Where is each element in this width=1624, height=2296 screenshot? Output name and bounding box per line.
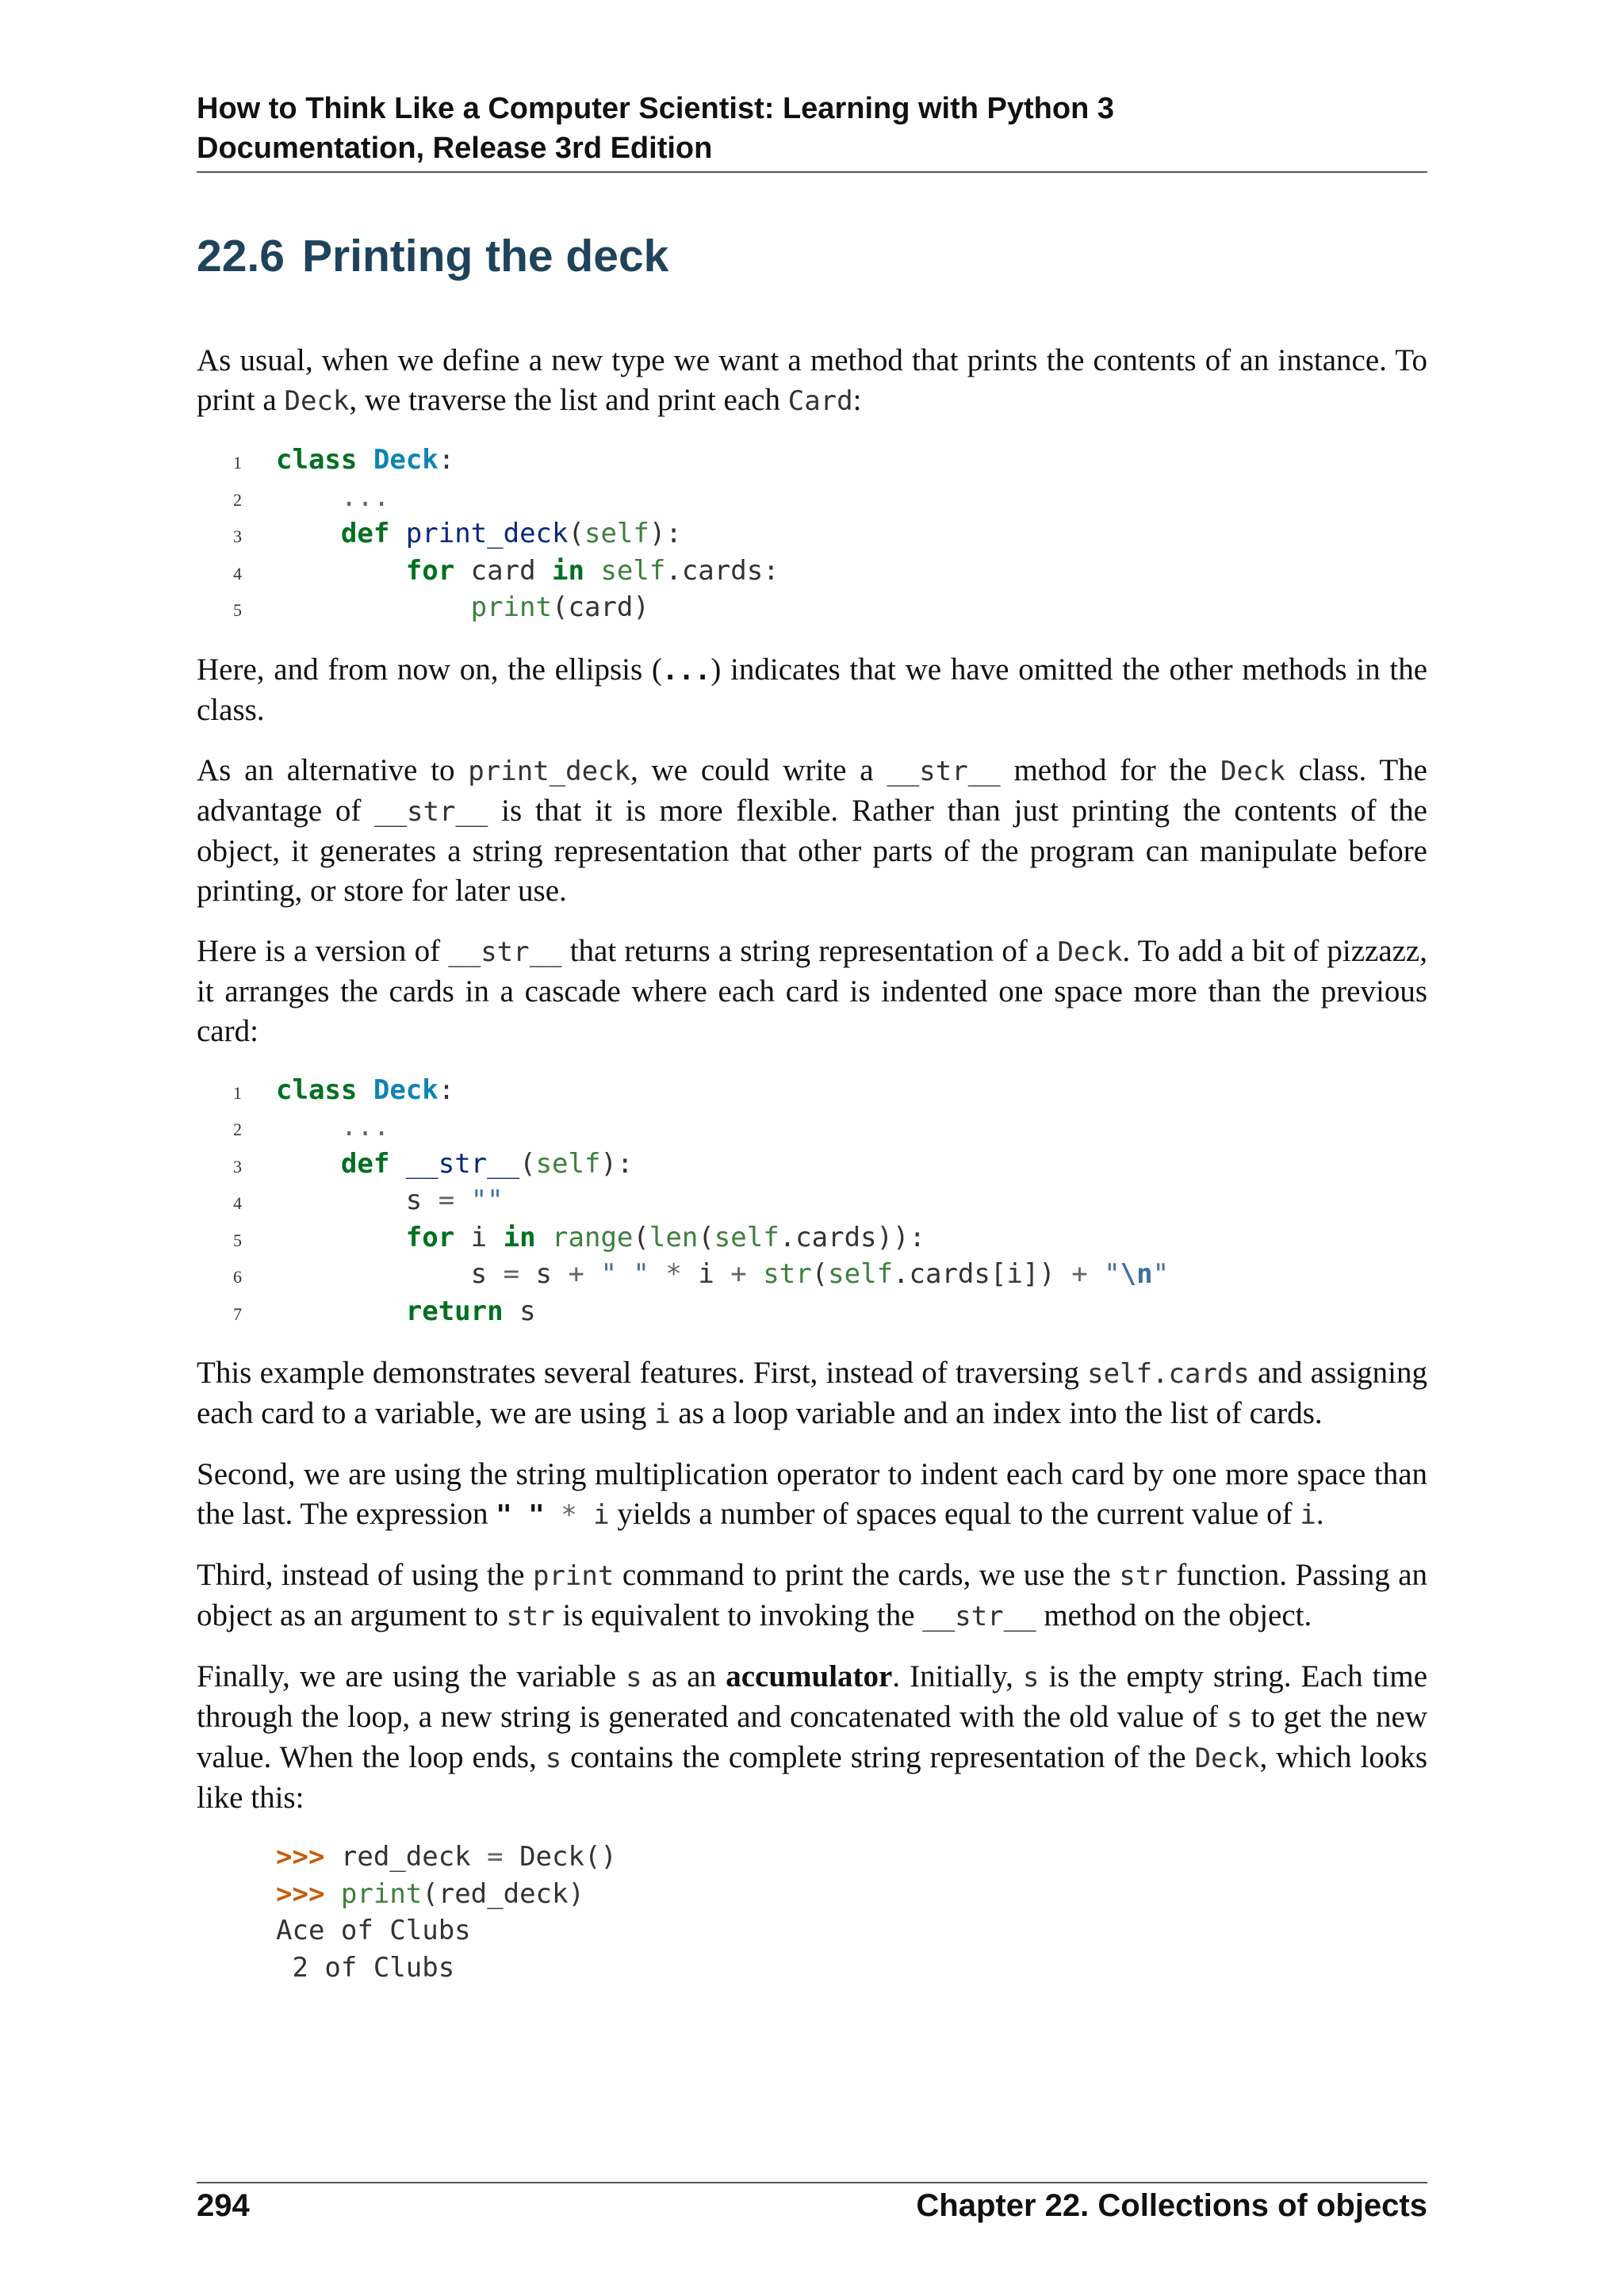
code-line: 3 def print_deck(self): <box>197 515 1427 553</box>
line-number: 4 <box>233 1193 242 1213</box>
section-heading <box>197 230 668 282</box>
term-accumulator: accumulator <box>726 1659 893 1693</box>
section-number: 22.6 <box>197 231 285 281</box>
line-number: 3 <box>233 526 242 546</box>
paragraph-accumulator: Finally, we are using the variable s as an accumulator. Initially, s is the empty string. Each time through the loop, a new string is generated and concatenated with the old value of s to get the new value. When the loop ends, s contains the complete string representation of the Deck, which looks like this: <box>197 1659 1428 1815</box>
paragraph-alternative: As an alternative to print_deck, we could write a __str__ method for the Deck class. The advantage of __str__ is that it is more flexible. Rather than just printing the contents of the object, it generates a string representation that other parts of the program can manipulate before printing, or store for later use. <box>197 752 1427 908</box>
line-number: 2 <box>233 1119 242 1139</box>
header-line-2: Documentation, Release 3rd Edition <box>197 132 713 165</box>
page-footer <box>197 2182 1427 2224</box>
line-number: 5 <box>233 1230 242 1250</box>
console-line: >>> red_deck = Deck() <box>276 1841 617 1873</box>
main-content <box>197 341 1427 2010</box>
code-block-print-deck <box>197 442 1427 626</box>
console-line: >>> print(red_deck) <box>276 1877 584 1910</box>
line-number: 7 <box>233 1303 242 1324</box>
header-line-1: How to Think Like a Computer Scientist: Learning with Python 3 <box>197 92 1114 125</box>
code-line: 5 print(card) <box>197 589 1427 626</box>
page-number: 294 <box>197 2188 250 2223</box>
line-number: 1 <box>233 1082 242 1103</box>
line-number: 1 <box>233 453 242 473</box>
paragraph-multiplication: Second, we are using the string multiplication operator to indent each card by one more space than the last. The expression " " * i yields a number of spaces equal to the current value of i. <box>197 1457 1427 1531</box>
code-block-str-method <box>197 1072 1427 1330</box>
code-line: 4 for card in self.cards: <box>197 553 1427 590</box>
line-number: 5 <box>233 600 242 620</box>
paragraph-ellipsis: Here, and from now on, the ellipsis (...) indicates that we have omitted the other methods in the class. <box>197 652 1428 727</box>
paragraph-str-version: Here is a version of __str__ that returns a string representation of a Deck. To add a bit of pizzazz, it arranges the cards in a cascade where each card is indented one space more than the previous card: <box>197 933 1427 1048</box>
line-number: 4 <box>233 563 242 584</box>
section-title: Printing the deck <box>301 231 669 281</box>
line-number: 2 <box>233 489 242 510</box>
paragraph-features: This example demonstrates several features. First, instead of traversing self.cards and assigning each card to a variable, we are using i as a loop variable and an index into the list of cards. <box>197 1356 1427 1430</box>
running-header <box>197 89 1427 173</box>
code-line: 1 class Deck: <box>197 442 1427 479</box>
paragraph-intro: As usual, when we define a new type we want a method that prints the contents of an instance. To print a Deck, we traverse the list and print each Card: <box>197 343 1427 417</box>
paragraph-str-function: Third, instead of using the print command to print the cards, we use the str function. Passing an object as an argument to str is equivalent to invoking the __str__ method on the object. <box>197 1558 1427 1632</box>
code-line: 6 s = s + " " * i + str(self.cards[i]) + "\n" <box>197 1256 1427 1293</box>
chapter-title: Chapter 22. Collections of objects <box>916 2188 1427 2223</box>
code-line: 2 ... <box>197 479 1427 516</box>
code-line: 4 s = "" <box>197 1182 1427 1219</box>
line-number: 3 <box>233 1156 242 1177</box>
console-output: 2 of Clubs <box>276 1951 455 1984</box>
code-line: 1 class Deck: <box>197 1072 1427 1109</box>
console-session <box>197 1839 1427 1986</box>
code-line: 2 ... <box>197 1108 1427 1146</box>
code-line: 3 def __str__(self): <box>197 1146 1427 1183</box>
console-output: Ace of Clubs <box>276 1915 471 1946</box>
line-number: 6 <box>233 1267 242 1287</box>
code-line: 5 for i in range(len(self.cards)): <box>197 1219 1427 1257</box>
code-line: 7 return s <box>197 1293 1427 1330</box>
